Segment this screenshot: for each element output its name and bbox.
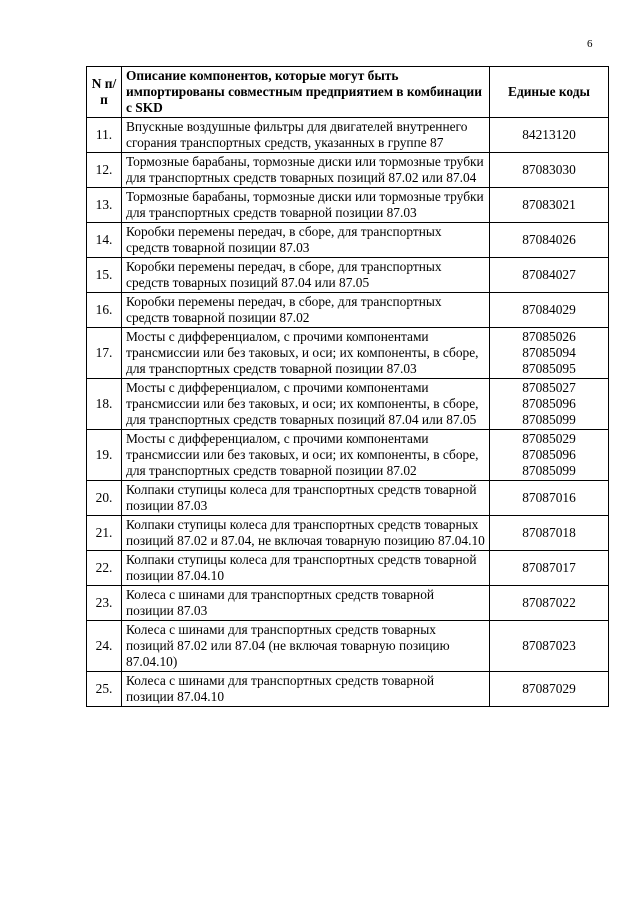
table-row	[87, 188, 609, 223]
row-codes	[490, 153, 609, 188]
row-codes	[490, 481, 609, 516]
row-description: Мосты с дифференциалом, с прочими компонентами трансмиссии или без таковых, и оси; их компоненты, в сборе, для транспортных средств товарной позиции 87.03	[122, 328, 490, 379]
row-description: Колпаки ступицы колеса для транспортных средств товарной позиции 87.04.10	[122, 551, 490, 586]
table-body	[87, 118, 609, 707]
row-description: Коробки перемены передач, в сборе, для транспортных средств товарной позиции 87.03	[122, 223, 490, 258]
unified-code: 87084027	[522, 267, 576, 282]
table-row	[87, 258, 609, 293]
unified-code: 87085099	[522, 463, 576, 478]
row-codes	[490, 586, 609, 621]
row-description: Колпаки ступицы колеса для транспортных средств товарных позиций 87.02 и 87.04, не включая товарную позицию 87.04.10	[122, 516, 490, 551]
unified-code: 87085096	[522, 447, 576, 462]
unified-code: 87083030	[522, 162, 576, 177]
unified-code: 87083021	[522, 197, 576, 212]
table-row	[87, 621, 609, 672]
row-number: 18.	[87, 379, 122, 430]
row-description: Коробки перемены передач, в сборе, для транспортных средств товарных позиций 87.04 или 87.05	[122, 258, 490, 293]
row-description: Мосты с дифференциалом, с прочими компонентами трансмиссии или без таковых, и оси; их компоненты, в сборе, для транспортных средств товарной позиции 87.02	[122, 430, 490, 481]
row-codes	[490, 328, 609, 379]
unified-code: 87085026	[522, 329, 576, 344]
row-description: Колеса с шинами для транспортных средств товарных позиций 87.02 или 87.04 (не включая товарную позицию 87.04.10)	[122, 621, 490, 672]
row-codes	[490, 223, 609, 258]
row-description: Впускные воздушные фильтры для двигателей внутреннего сгорания транспортных средств, указанных в группе 87	[122, 118, 490, 153]
table-row	[87, 551, 609, 586]
page-number: 6	[587, 38, 593, 50]
row-number: 16.	[87, 293, 122, 328]
header-number: N п/п	[87, 67, 122, 118]
unified-code: 87085029	[522, 431, 576, 446]
row-codes	[490, 672, 609, 707]
unified-code: 87085096	[522, 396, 576, 411]
row-description: Тормозные барабаны, тормозные диски или тормозные трубки для транспортных средств товарной позиции 87.03	[122, 188, 490, 223]
unified-code: 87085094	[522, 345, 576, 360]
unified-code: 87085099	[522, 412, 576, 427]
row-description: Колеса с шинами для транспортных средств товарной позиции 87.04.10	[122, 672, 490, 707]
unified-code: 84213120	[522, 127, 576, 142]
row-description: Мосты с дифференциалом, с прочими компонентами трансмиссии или без таковых, и оси; их компоненты, в сборе, для транспортных средств товарных позиций 87.04 или 87.05	[122, 379, 490, 430]
row-codes	[490, 516, 609, 551]
row-description: Колеса с шинами для транспортных средств товарной позиции 87.03	[122, 586, 490, 621]
table-row	[87, 153, 609, 188]
unified-code: 87087017	[522, 560, 576, 575]
row-codes	[490, 551, 609, 586]
row-number: 25.	[87, 672, 122, 707]
row-number: 22.	[87, 551, 122, 586]
row-description: Коробки перемены передач, в сборе, для транспортных средств товарной позиции 87.02	[122, 293, 490, 328]
row-description: Колпаки ступицы колеса для транспортных средств товарной позиции 87.03	[122, 481, 490, 516]
table-row	[87, 328, 609, 379]
unified-code: 87087016	[522, 490, 576, 505]
table-header-row	[87, 67, 609, 118]
table-row	[87, 293, 609, 328]
table-row	[87, 516, 609, 551]
row-number: 23.	[87, 586, 122, 621]
row-codes	[490, 118, 609, 153]
row-codes	[490, 188, 609, 223]
unified-code: 87087018	[522, 525, 576, 540]
unified-code: 87084029	[522, 302, 576, 317]
table-row	[87, 379, 609, 430]
table-row	[87, 586, 609, 621]
row-codes	[490, 430, 609, 481]
components-table	[86, 66, 609, 707]
unified-code: 87087029	[522, 681, 576, 696]
unified-code: 87087023	[522, 638, 576, 653]
row-number: 14.	[87, 223, 122, 258]
header-codes: Единые коды	[490, 67, 609, 118]
unified-code: 87085027	[522, 380, 576, 395]
table-row	[87, 481, 609, 516]
row-number: 12.	[87, 153, 122, 188]
row-codes	[490, 621, 609, 672]
row-number: 11.	[87, 118, 122, 153]
header-description: Описание компонентов, которые могут быть импортированы совместным предприятием в комбинации с SKD	[122, 67, 490, 118]
unified-code: 87084026	[522, 232, 576, 247]
row-codes	[490, 293, 609, 328]
row-number: 24.	[87, 621, 122, 672]
row-codes	[490, 379, 609, 430]
table-row	[87, 118, 609, 153]
row-number: 20.	[87, 481, 122, 516]
row-number: 21.	[87, 516, 122, 551]
table-row	[87, 430, 609, 481]
row-number: 17.	[87, 328, 122, 379]
row-number: 19.	[87, 430, 122, 481]
row-number: 15.	[87, 258, 122, 293]
row-description: Тормозные барабаны, тормозные диски или тормозные трубки для транспортных средств товарных позиций 87.02 или 87.04	[122, 153, 490, 188]
row-number: 13.	[87, 188, 122, 223]
table-row	[87, 672, 609, 707]
row-codes	[490, 258, 609, 293]
table-row	[87, 223, 609, 258]
unified-code: 87087022	[522, 595, 576, 610]
unified-code: 87085095	[522, 361, 576, 376]
